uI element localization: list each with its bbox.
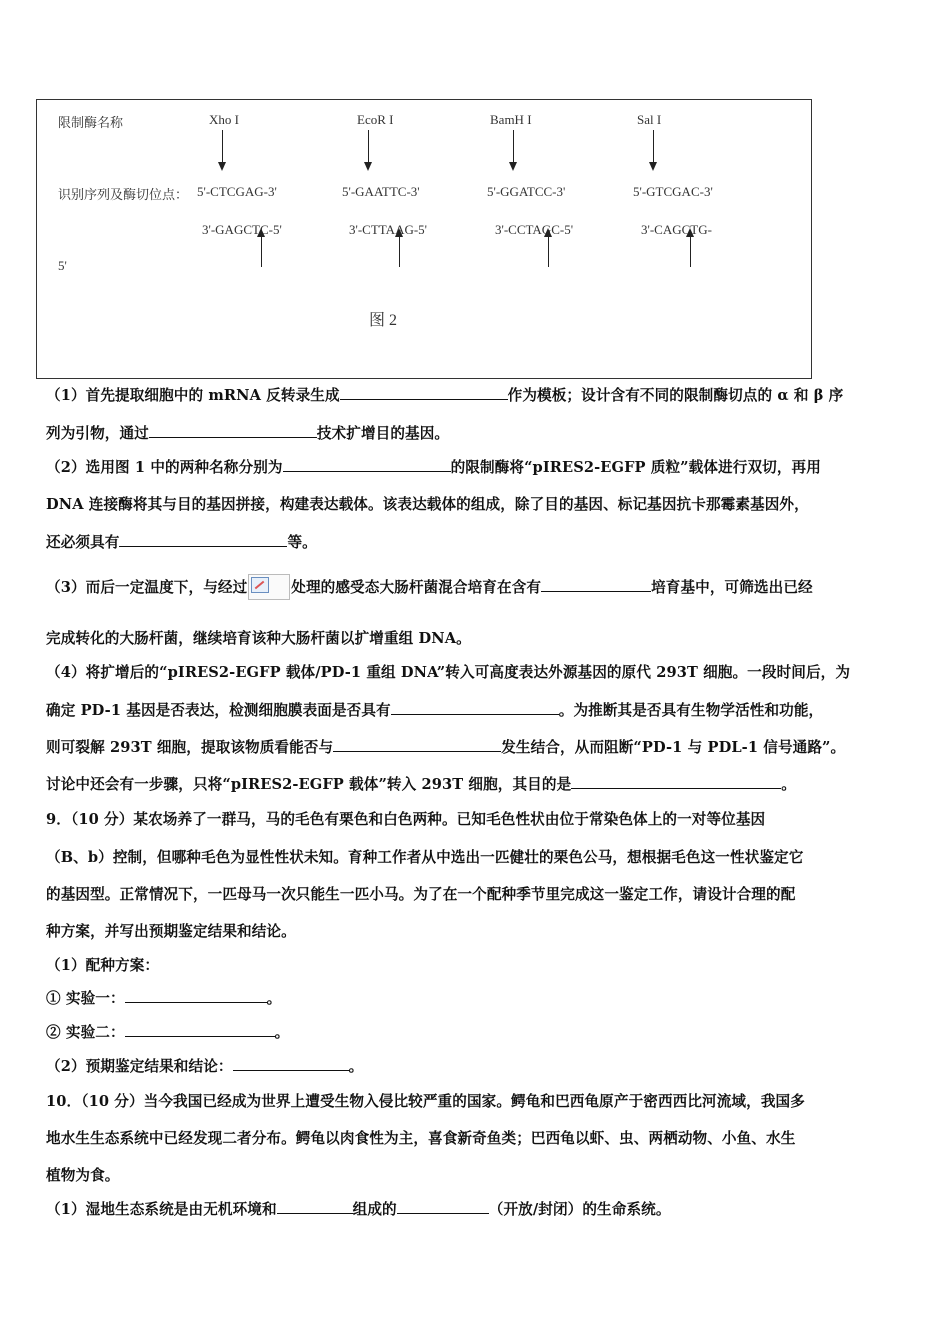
q10-line2: 地水生生态系统中已经发现二者分布。鳄龟以肉食性为主，喜食新奇鱼类；巴西龟以虾、虫、两栖动物、小鱼、水生 [46, 1130, 796, 1147]
bottom-seq-sali: 3'-CAGCTG- [641, 222, 712, 237]
top-seq-bamhi: 5'-GGATCC-3' [487, 184, 566, 199]
q9-line4: 种方案，并写出预期鉴定结果和结论。 [46, 923, 296, 940]
top-seq-sali: 5'-GTCGAC-3' [633, 184, 713, 199]
answer-blank[interactable] [233, 1056, 349, 1071]
q9-part2: （2）预期鉴定结果和结论： 。 [46, 1058, 364, 1075]
q8-part2-line3: 还必须具有 等。 [46, 534, 317, 551]
top-seq-xhoi: 5'-CTCGAG-3' [197, 184, 277, 199]
q8-part2-line1: （2）选用图 1 中的两种名称分别为 的限制酶将“pIRES2-EGFP 质粒”载体进行双切，再用 [46, 459, 821, 476]
answer-blank[interactable] [397, 1199, 489, 1214]
answer-blank[interactable] [391, 700, 559, 715]
broken-image-icon [248, 574, 290, 600]
q9-part1-heading: （1）配种方案： [46, 957, 160, 974]
q8-part4-line2: 确定 PD-1 基因是否表达，检测细胞膜表面是否具有 。为推断其是否具有生物学活性和功能， [46, 702, 824, 719]
enzyme-name-bamhi: BamH I [490, 112, 532, 127]
wrapped-fragment: 5' [58, 258, 67, 273]
enzyme-name-xhoi: Xho I [209, 112, 239, 127]
q8-part1-line2: 列为引物，通过 技术扩增目的基因。 [46, 425, 450, 442]
recognition-row-label: 识别序列及酶切位点： [58, 187, 189, 202]
figure-caption: 图 2 [369, 312, 398, 329]
q8-part2-line2: DNA 连接酶将其与目的基因拼接，构建表达载体。该表达载体的组成，除了目的基因、标记基因抗卡那霉素基因外， [46, 496, 809, 513]
q8-part4-line1: （4）将扩增后的“pIRES2-EGFP 载体/PD-1 重组 DNA”转入可高度表达外源基因的原代 293T 细胞。一段时间后，为 [46, 664, 851, 681]
q9-line3: 的基因型。正常情况下，一匹母马一次只能生一匹小马。为了在一个配种季节里完成这一鉴定工作，请设计合理的配 [46, 886, 796, 903]
q8-part4-line3: 则可裂解 293T 细胞，提取该物质看能否与 发生结合，从而阻断“PD-1 与 PDL-1 信号通路”。 [46, 739, 846, 756]
answer-blank[interactable] [333, 737, 501, 752]
answer-blank[interactable] [283, 457, 451, 472]
q10-part1: （1）湿地生态系统是由无机环境和 组成的 （开放/封闭）的生命系统。 [46, 1201, 671, 1218]
enzyme-name-ecori: EcoR I [357, 112, 394, 127]
q9-line2: （B、b）控制，但哪种毛色为显性性状未知。育种工作者从中选出一匹健壮的栗色公马，想根据毛色这一性状鉴定它 [46, 849, 804, 866]
bottom-seq-bamhi: 3'-CCTAGC-5' [495, 222, 574, 237]
answer-blank[interactable] [571, 774, 781, 789]
bottom-seq-ecori: 3'-CTTAAG-5' [349, 222, 428, 237]
answer-blank[interactable] [125, 1022, 275, 1037]
figure-2-box [36, 99, 812, 379]
answer-blank[interactable] [340, 385, 508, 400]
enzyme-name-header: 限制酶名称 [58, 115, 124, 130]
q8-part3-line1: （3）而后一定温度下，与经过 处理的感受态大肠杆菌混合培育在含有 培育基中，可筛选出已经 [46, 574, 813, 600]
q8-part1-line1: （1）首先提取细胞中的 mRNA 反转录生成 作为模板；设计含有不同的限制酶切点的 α 和 β 序 [46, 387, 844, 404]
q9-line1: 9．（10 分）某农场养了一群马，马的毛色有栗色和白色两种。已知毛色性状由位于常染色体上的一对等位基因 [46, 811, 766, 828]
enzyme-name-sali: Sal I [637, 112, 662, 127]
q10-line3: 植物为食。 [46, 1167, 120, 1184]
answer-blank[interactable] [149, 423, 317, 438]
q9-experiment1: ① 实验一： 。 [46, 990, 282, 1007]
q8-part3-line2: 完成转化的大肠杆菌，继续培育该种大肠杆菌以扩增重组 DNA。 [46, 630, 471, 647]
answer-blank[interactable] [277, 1199, 353, 1214]
answer-blank[interactable] [119, 532, 287, 547]
q9-experiment2: ② 实验二： 。 [46, 1024, 290, 1041]
q8-part4-line4: 讨论中还会有一步骤，只将“pIRES2-EGFP 载体”转入 293T 细胞，其目的是 。 [46, 776, 796, 793]
answer-blank[interactable] [125, 988, 267, 1003]
top-seq-ecori: 5'-GAATTC-3' [342, 184, 420, 199]
answer-blank[interactable] [541, 577, 651, 592]
q10-line1: 10．（10 分）当今我国已经成为世界上遭受生物入侵比较严重的国家。鳄龟和巴西龟原产于密西西比河流域，我国多 [46, 1093, 805, 1110]
bottom-seq-xhoi: 3'-GAGCTC-5' [202, 222, 282, 237]
